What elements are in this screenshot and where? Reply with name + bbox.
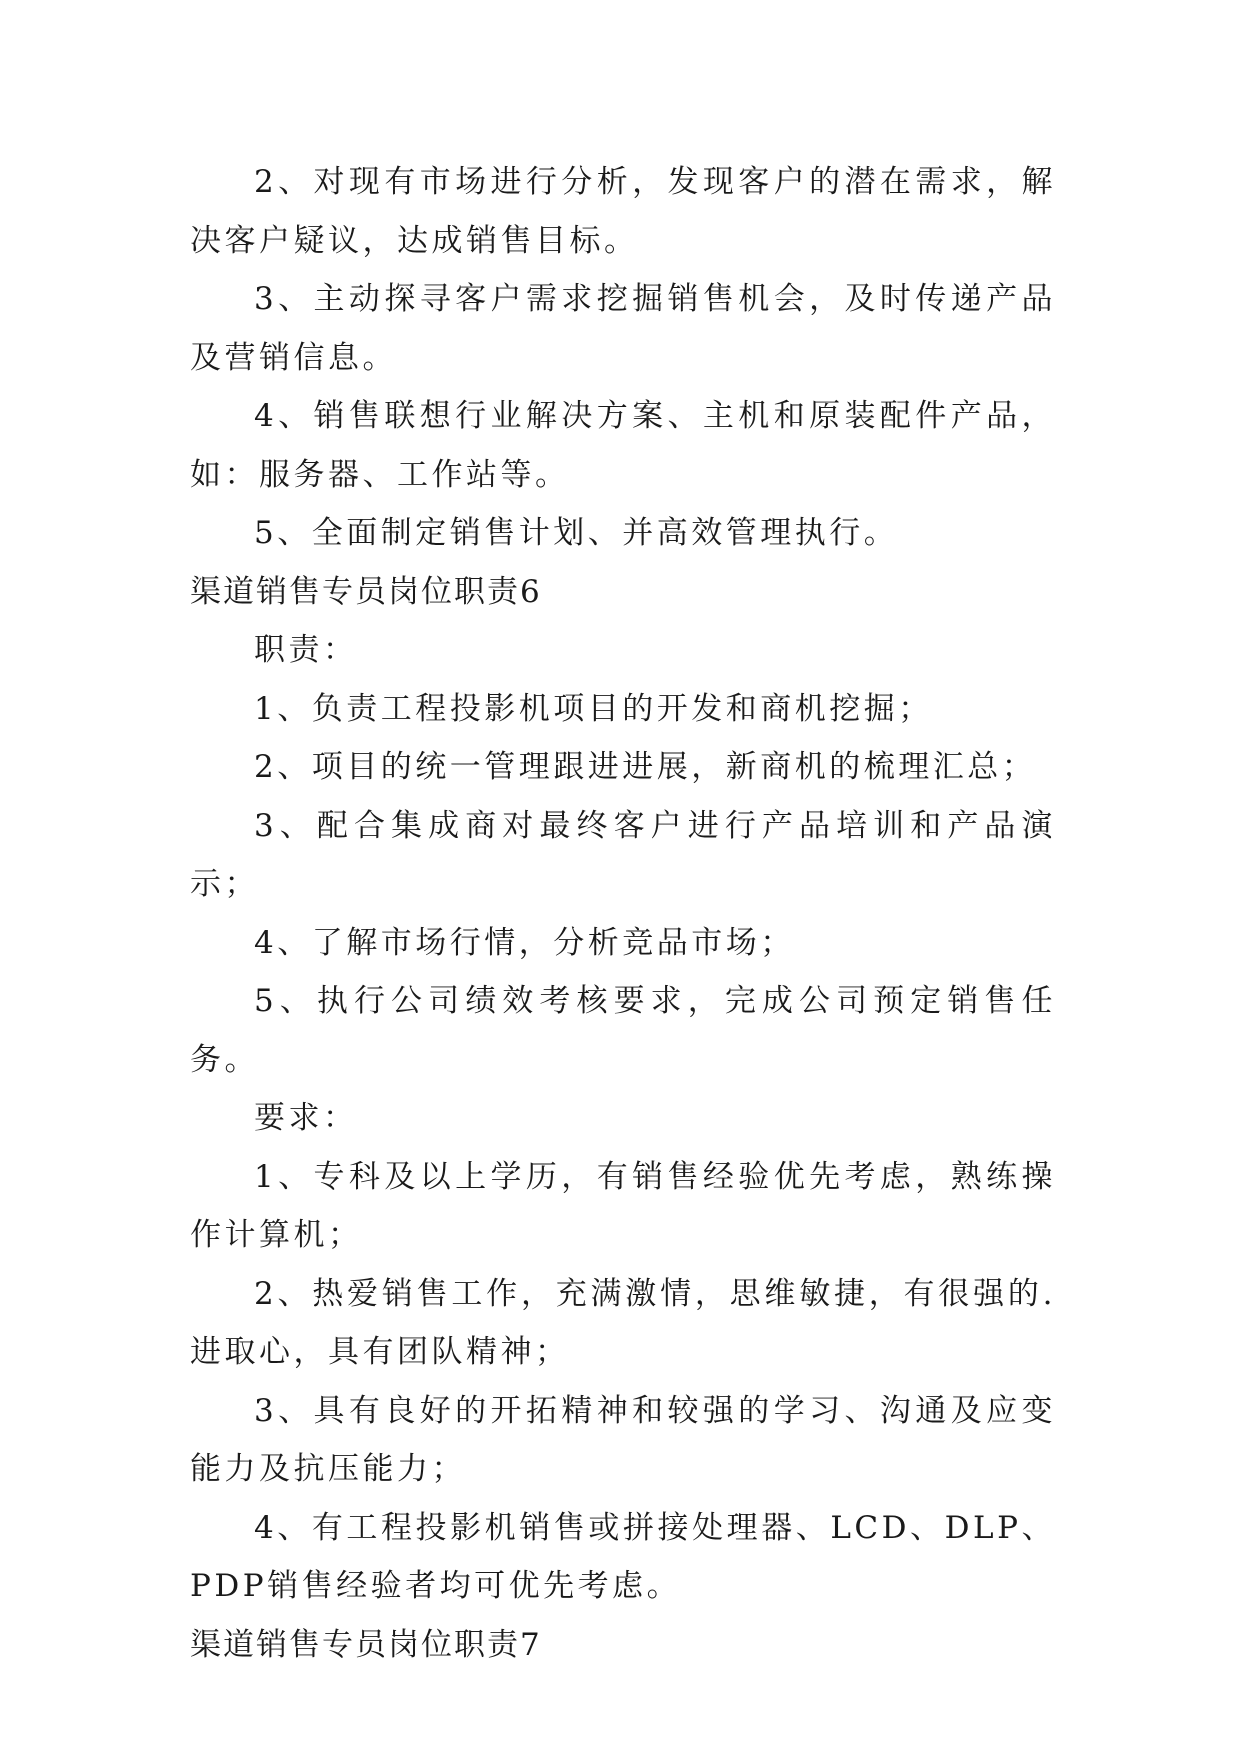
paragraph-duty-5: 5、全面制定销售计划、并高效管理执行。 xyxy=(254,515,899,551)
document-body xyxy=(190,153,1056,1674)
paragraph-duty-item-4: 4、了解市场行情，分析竞品市场； xyxy=(254,924,795,961)
paragraph-requirement-1: 1、专科及以上学历，有销售经验优先考虑，熟练操作计算机； xyxy=(190,1158,1056,1253)
paragraph-duty-item-2: 2、项目的统一管理跟进进展，新商机的梳理汇总； xyxy=(254,749,1037,785)
paragraph-duty-item-3: 3、配合集成商对最终客户进行产品培训和产品演示； xyxy=(190,807,1056,902)
paragraph-duty-item-1: 1、负责工程投影机项目的开发和商机挖掘； xyxy=(254,690,933,727)
paragraph-requirement-4: 4、有工程投影机销售或拼接处理器、LCD、DLP、PDP销售经验者均可优先考虑。 xyxy=(190,1509,1056,1604)
section-heading-6: 渠道销售专员岗位职责6 xyxy=(190,573,542,610)
paragraph-requirements-label: 要求： xyxy=(254,1100,358,1136)
paragraph-duty-3: 3、主动探寻客户需求挖掘销售机会，及时传递产品及营销信息。 xyxy=(190,281,1056,376)
paragraph-duty-4: 4、销售联想行业解决方案、主机和原装配件产品，如：服务器、工作站等。 xyxy=(190,398,1056,493)
paragraph-duty-2: 2、对现有市场进行分析，发现客户的潜在需求，解决客户疑议，达成销售目标。 xyxy=(190,164,1056,259)
section-heading-7: 渠道销售专员岗位职责7 xyxy=(190,1626,542,1663)
paragraph-duty-item-5: 5、执行公司绩效考核要求，完成公司预定销售任务。 xyxy=(190,983,1056,1078)
paragraph-requirement-3: 3、具有良好的开拓精神和较强的学习、沟通及应变能力及抗压能力； xyxy=(190,1392,1056,1487)
paragraph-duties-label: 职责： xyxy=(254,632,358,668)
paragraph-requirement-2: 2、热爱销售工作，充满激情，思维敏捷，有很强的.进取心，具有团队精神； xyxy=(190,1275,1056,1370)
